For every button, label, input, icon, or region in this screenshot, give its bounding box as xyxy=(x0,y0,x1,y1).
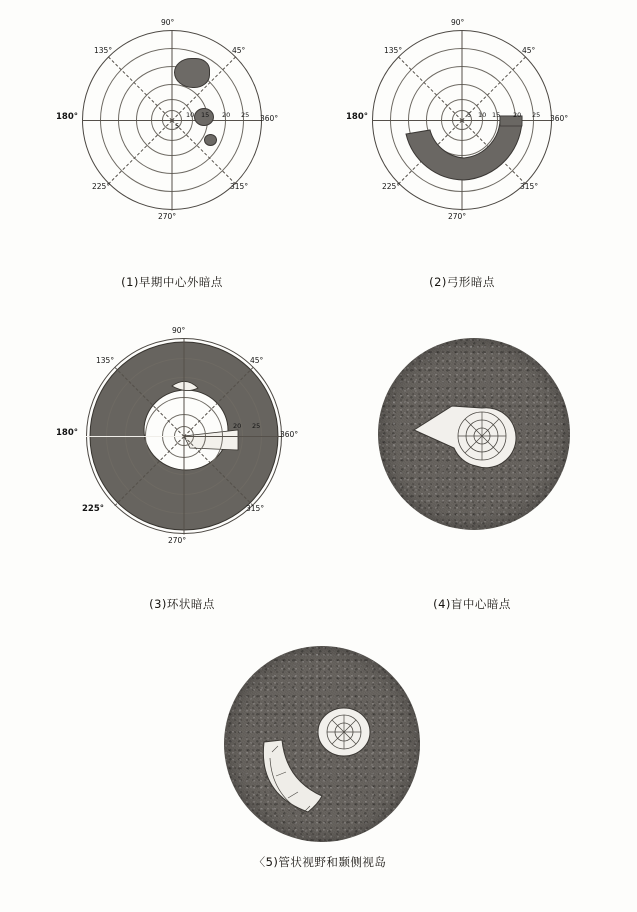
axis-label-315: 315° xyxy=(230,182,249,191)
figure-4-plot xyxy=(362,330,582,592)
figure-4-caption: (4)盲中心暗点 xyxy=(433,597,511,611)
scotoma-patch-lower xyxy=(204,134,217,146)
figure-5-caption: 〈5)管状视野和颞侧视岛 xyxy=(253,855,387,869)
figure-5-plot xyxy=(210,640,430,850)
figure-4 xyxy=(362,330,582,612)
grid-spoke-360 xyxy=(172,120,262,121)
axis-label-45: 45° xyxy=(522,46,536,55)
grid-spoke-360 xyxy=(184,436,282,437)
axis-label-45: 45° xyxy=(250,356,264,365)
figure-5 xyxy=(210,640,430,870)
axis-label-270: 270° xyxy=(168,536,187,545)
axis-label-225: 225° xyxy=(382,182,401,191)
axis-label-180: 180° xyxy=(56,112,78,122)
grid-spoke-90 xyxy=(172,31,173,121)
perimetry-chart-2 xyxy=(346,18,569,221)
axis-label-270: 270° xyxy=(158,212,177,221)
radial-label-25: 25 xyxy=(532,111,541,119)
radial-label-15: 15 xyxy=(492,111,501,119)
radial-label-25: 25 xyxy=(241,111,250,119)
axis-label-360: 360° xyxy=(280,430,299,439)
radial-label-20: 20 xyxy=(513,111,522,119)
figure-2 xyxy=(346,18,572,290)
figure-2-caption: (2)弓形暗点 xyxy=(429,275,495,289)
centrocecal-scotoma-shape xyxy=(378,338,570,530)
grid-spoke-90 xyxy=(184,339,185,437)
axis-label-135: 135° xyxy=(94,46,113,55)
grid-spoke-270 xyxy=(184,437,185,535)
axis-label-270: 270° xyxy=(448,212,467,221)
axis-label-315: 315° xyxy=(520,182,539,191)
axis-label-135: 135° xyxy=(384,46,403,55)
axis-label-45: 45° xyxy=(232,46,246,55)
axis-label-135: 135° xyxy=(96,356,115,365)
axis-label-225: 225° xyxy=(82,504,104,514)
grid-spoke-180 xyxy=(86,436,184,437)
figure-3-caption: (3)环状暗点 xyxy=(149,597,215,611)
grid-spoke-270 xyxy=(172,121,173,211)
axis-label-360: 360° xyxy=(260,114,279,123)
axis-label-180: 180° xyxy=(346,112,368,122)
figure-3-plot xyxy=(56,326,302,592)
grid-spoke-180 xyxy=(82,120,172,121)
radial-label-5: 5 xyxy=(467,111,472,119)
tubular-field-shape xyxy=(224,646,420,842)
figure-1-caption: (1)早期中心外暗点 xyxy=(121,275,223,289)
scotoma-patch-upper xyxy=(174,58,210,88)
figure-3 xyxy=(56,326,302,612)
figure-1 xyxy=(56,18,282,290)
radial-label-20: 20 xyxy=(233,422,242,430)
axis-label-90: 90° xyxy=(451,18,465,27)
figure-2-plot xyxy=(346,18,572,270)
axis-label-90: 90° xyxy=(172,326,186,335)
radial-label-15: 15 xyxy=(201,111,210,119)
figure-1-plot xyxy=(56,18,282,270)
axis-label-360: 360° xyxy=(550,114,569,123)
axis-label-315: 315° xyxy=(246,504,265,513)
axis-label-180: 180° xyxy=(56,428,78,438)
radial-label-5: 5 xyxy=(175,122,180,130)
axis-label-90: 90° xyxy=(161,18,175,27)
perimetry-chart-1 xyxy=(56,18,279,221)
radial-label-10: 10 xyxy=(478,111,487,119)
radial-label-25: 25 xyxy=(252,422,261,430)
radial-label-10: 10 xyxy=(186,111,195,119)
axis-label-225: 225° xyxy=(92,182,111,191)
perimetry-chart-3 xyxy=(56,326,299,545)
radial-label-20: 20 xyxy=(222,111,231,119)
